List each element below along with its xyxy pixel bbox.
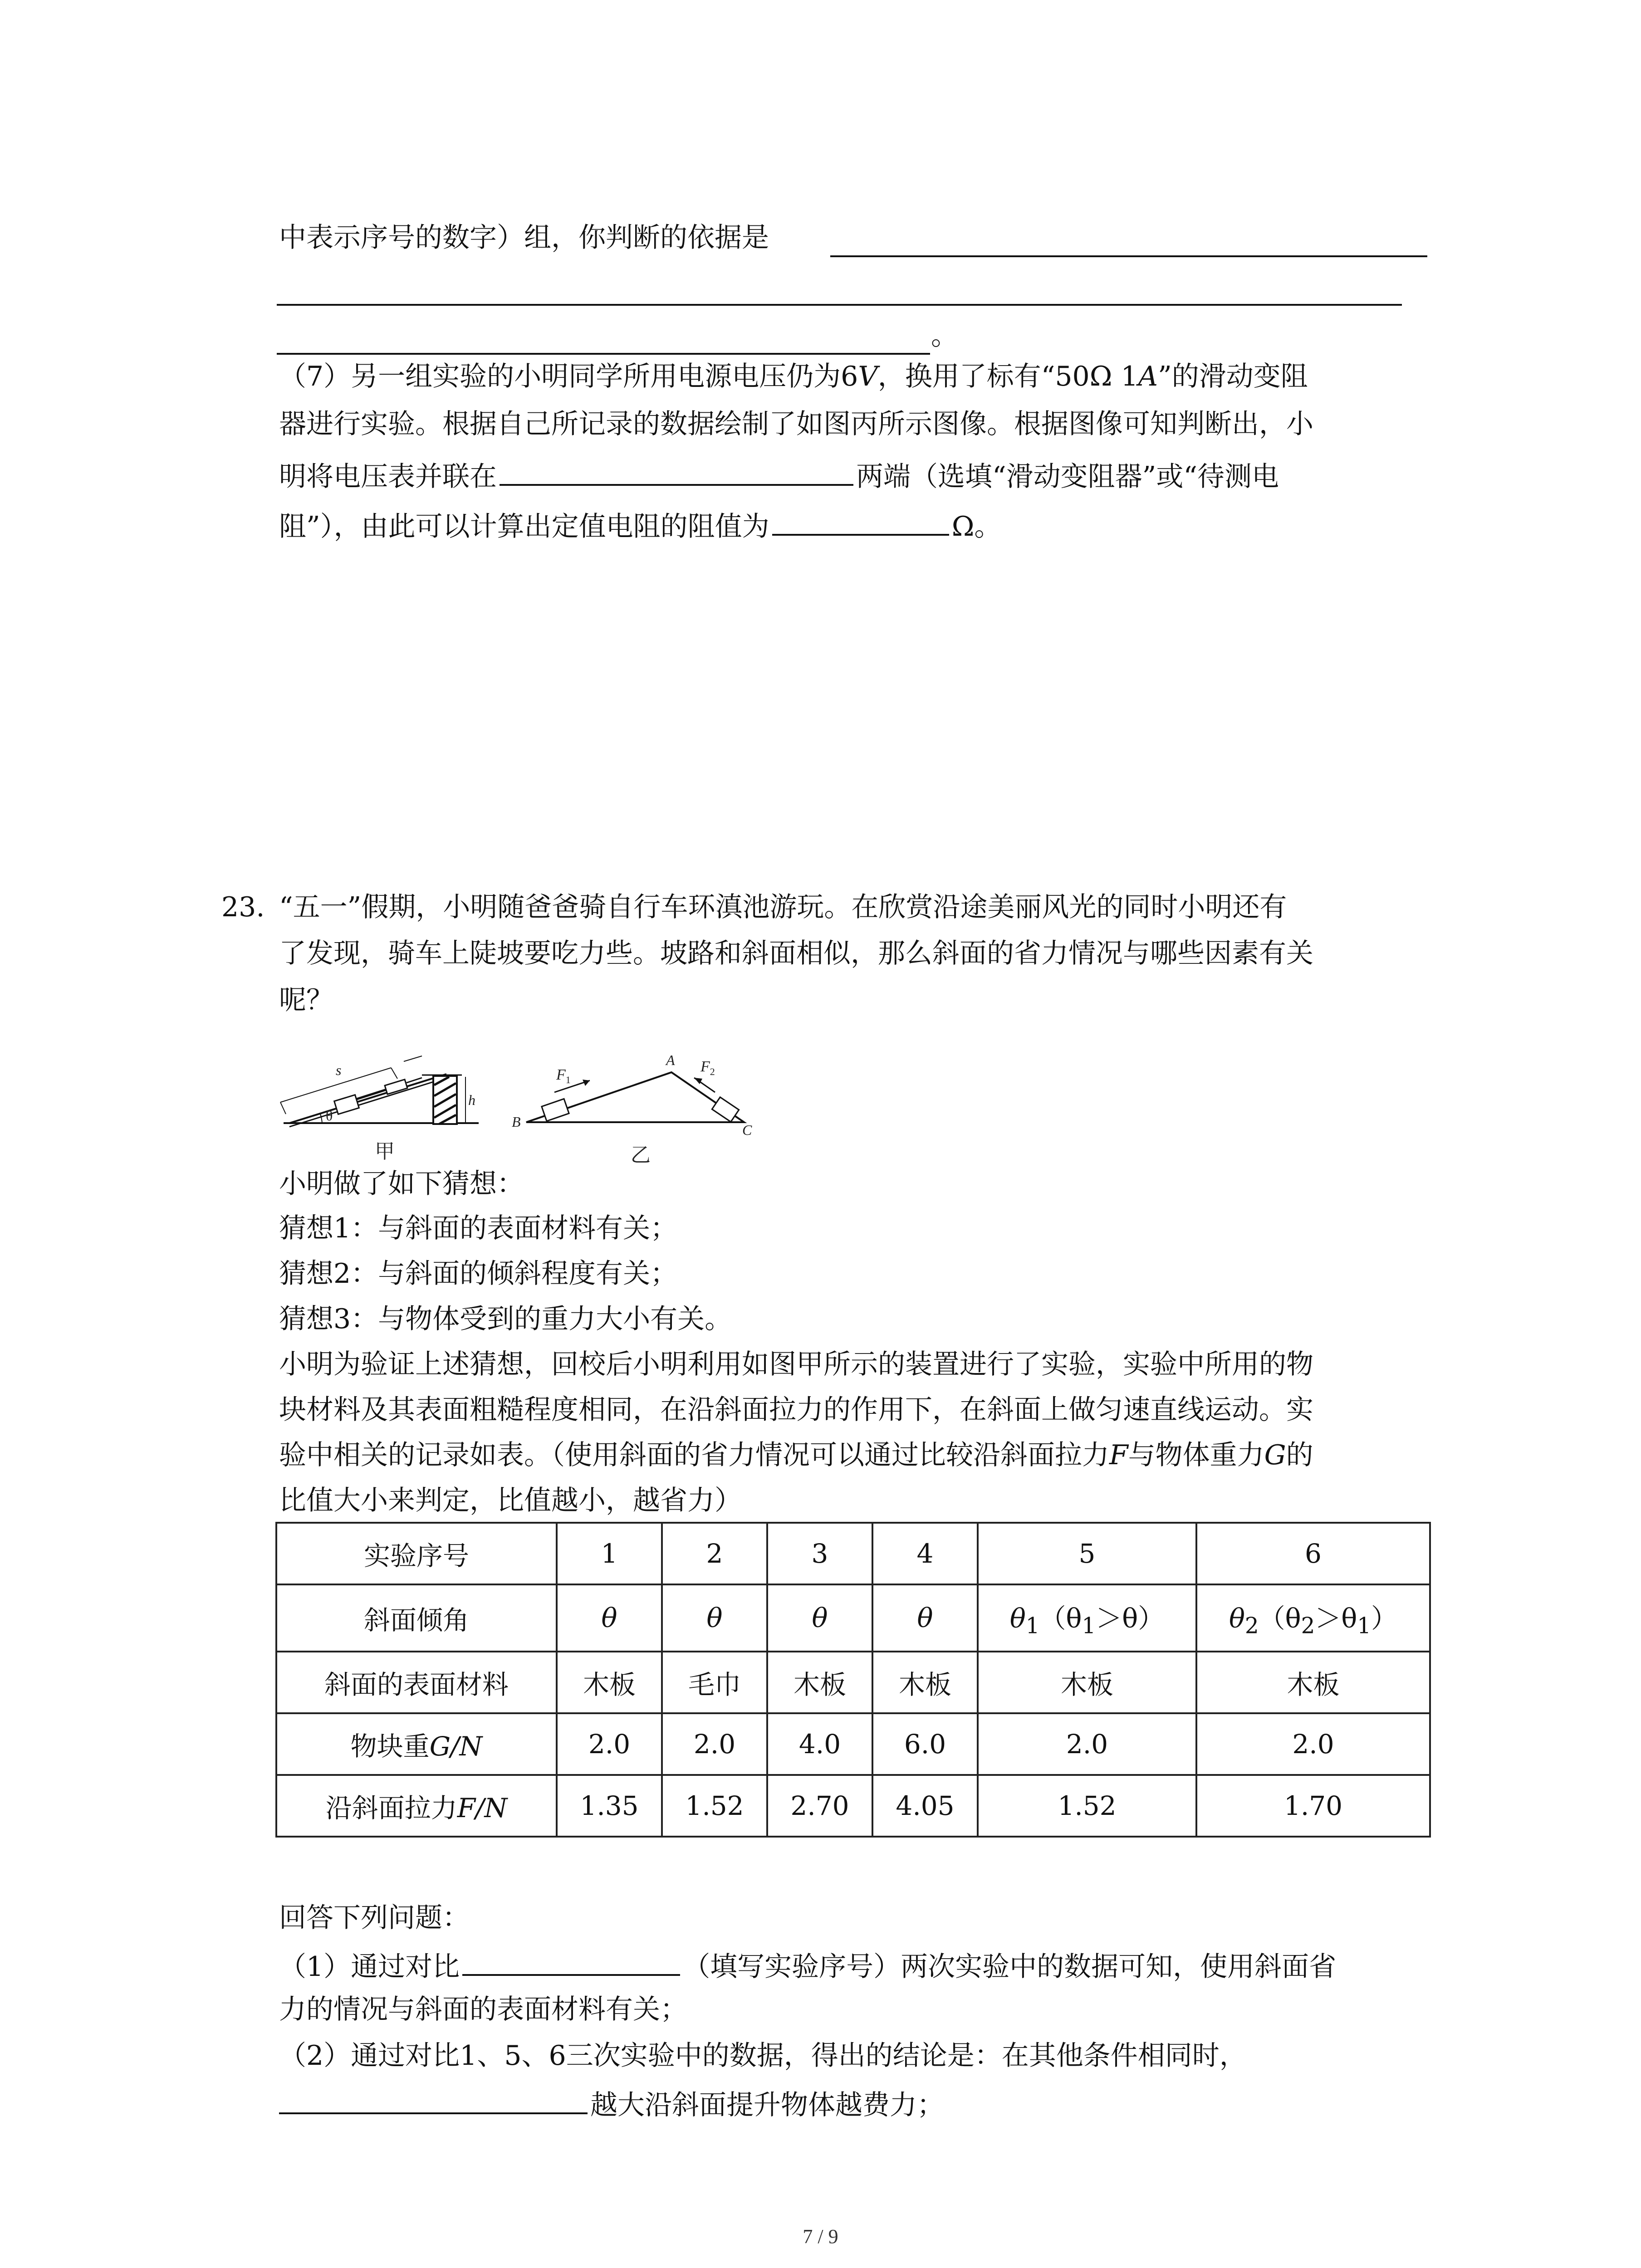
q22-line-1 [279, 220, 769, 256]
force-F1-label: $F_1$ [556, 1066, 571, 1085]
q22-answer-blank-2[interactable] [277, 304, 1402, 306]
table-cell: 木板 [978, 1652, 1196, 1713]
q22-part7-line-1: （7）另一组实验的小明同学所用电源电压仍为6V，换用了标有“50Ω 1A”的滑动变阻 [279, 361, 1308, 392]
q23-intro-line-2: 了发现，骑车上陡坡要吃力些。坡路和斜面相似，那么斜面的省力情况与哪些因素有关 [279, 938, 1313, 969]
table-cell: θ [872, 1584, 978, 1652]
h-label: h [468, 1092, 475, 1108]
table-cell: θ [767, 1584, 872, 1652]
figure-yi-caption: 乙 [631, 1144, 651, 1166]
table-cell: 木板 [872, 1652, 978, 1713]
table-cell: 木板 [1196, 1652, 1430, 1713]
table-cell: 6 [1196, 1523, 1430, 1584]
table-cell: 4.0 [767, 1713, 872, 1775]
table-row [276, 1523, 1430, 1584]
figure-jia-caption: 甲 [375, 1140, 395, 1163]
voltmeter-position-blank[interactable] [500, 456, 853, 486]
q22-answer-blank-3[interactable] [277, 353, 930, 355]
q23-guess-2: 猜想2：与斜面的倾斜程度有关； [279, 1258, 678, 1290]
table-cell: 1.35 [557, 1775, 662, 1837]
table-cell: 2.0 [557, 1713, 662, 1775]
q23-method-line-2: 块材料及其表面粗糙程度相同，在沿斜面拉力的作用下，在斜面上做匀速直线运动。实 [279, 1394, 1313, 1426]
table-cell: $\theta_1(\theta_1>\theta)$ [978, 1584, 1196, 1652]
q22-answer-blank-1[interactable] [830, 255, 1427, 257]
table-cell: 2.0 [978, 1713, 1196, 1775]
table-cell: 4.05 [872, 1775, 978, 1837]
q23-answer-2-line-1: （2）通过对比1、5、6三次实验中的数据，得出的结论是：在其他条件相同时， [279, 2040, 1247, 2072]
table-row [276, 1775, 1430, 1837]
table-cell: θ [662, 1584, 767, 1652]
table-cell: 斜面的表面材料 [276, 1652, 557, 1713]
table-row [276, 1713, 1430, 1775]
q23-intro-line-1: “五一”假期，小明随爸爸骑自行车环滇池游玩。在欣赏沿途美丽风光的同时小明还有 [279, 891, 1287, 923]
figure-yi [512, 1052, 752, 1138]
table-cell: θ [557, 1584, 662, 1652]
table-cell: 1.70 [1196, 1775, 1430, 1837]
page-number: 7 / 9 [803, 2225, 838, 2248]
table-cell: 木板 [767, 1652, 872, 1713]
q22-part7-line-3: 明将电压表并联在 两端（选填“滑动变阻器”或“待测电 [279, 456, 1279, 495]
table-cell: 6.0 [872, 1713, 978, 1775]
point-C-label: C [742, 1122, 752, 1138]
table-row [276, 1652, 1430, 1713]
figure-jia [280, 1056, 479, 1127]
experiment-number-blank[interactable] [462, 1946, 680, 1976]
table-cell: 毛巾 [662, 1652, 767, 1713]
table-cell: 1.52 [662, 1775, 767, 1837]
q23-answer-2-line-2: 越大沿斜面提升物体越费力； [279, 2084, 944, 2123]
q23-method-line-1: 小明为验证上述猜想，回校后小明利用如图甲所示的装置进行了实验，实验中所用的物 [279, 1349, 1313, 1380]
q23-answer-intro: 回答下列问题： [279, 1902, 470, 1934]
table-cell: 沿斜面拉力F/N [276, 1775, 557, 1837]
table-cell: 2.0 [1196, 1713, 1430, 1775]
q23-method-line-4: 比值大小来判定，比值越小，越省力） [279, 1485, 742, 1516]
q23-guess-intro: 小明做了如下猜想： [279, 1168, 524, 1200]
table-cell: 2 [662, 1523, 767, 1584]
conclusion-blank[interactable] [279, 2084, 588, 2114]
q23-intro-line-3: 呢？ [279, 984, 333, 1016]
table-cell: 4 [872, 1523, 978, 1584]
table-cell: $\theta_2(\theta_2>\theta_1)$ [1196, 1584, 1430, 1652]
s-label: s [336, 1062, 342, 1078]
q23-guess-1: 猜想1：与斜面的表面材料有关； [279, 1212, 678, 1244]
table-cell: 斜面倾角 [276, 1584, 557, 1652]
table-cell: 物块重G/N [276, 1713, 557, 1775]
q22-text-1: 中表示序号的数字）组，你判断的依据是 [279, 222, 769, 254]
table-cell: 1 [557, 1523, 662, 1584]
table-cell: 2.0 [662, 1713, 767, 1775]
q22-part7-line-2: 器进行实验。根据自己所记录的数据绘制了如图丙所示图像。根据图像可知判断出，小 [279, 408, 1313, 440]
q22-part7-line-4: 阻”），由此可以计算出定值电阻的阻值为 Ω。 [279, 506, 1001, 545]
q23-method-line-3: 验中相关的记录如表。（使用斜面的省力情况可以通过比较沿斜面拉力F与物体重力G的 [279, 1439, 1313, 1471]
q23-answer-1-line-1: （1）通过对比 （填写实验序号）两次实验中的数据可知，使用斜面省 [279, 1946, 1336, 1985]
force-F2-label: $F_2$ [700, 1058, 715, 1077]
table-cell: 2.70 [767, 1775, 872, 1837]
point-A-label: A [666, 1052, 675, 1068]
q23-guess-3: 猜想3：与物体受到的重力大小有关。 [279, 1303, 732, 1335]
q23-answer-1-line-2: 力的情况与斜面的表面材料有关； [279, 1994, 687, 2025]
resistance-value-blank[interactable] [772, 506, 949, 536]
table-row [276, 1584, 1430, 1652]
table-cell: 1.52 [978, 1775, 1196, 1837]
table-cell: 5 [978, 1523, 1196, 1584]
point-B-label: B [512, 1114, 521, 1130]
theta-label: θ [326, 1107, 333, 1124]
table-cell: 木板 [557, 1652, 662, 1713]
experiment-data-table [275, 1522, 1431, 1838]
table-cell: 实验序号 [276, 1523, 557, 1584]
q23-number: 23. [221, 891, 265, 923]
table-cell: 3 [767, 1523, 872, 1584]
q22-line-3-end: 。 [931, 320, 958, 352]
incline-figures [272, 1034, 789, 1170]
